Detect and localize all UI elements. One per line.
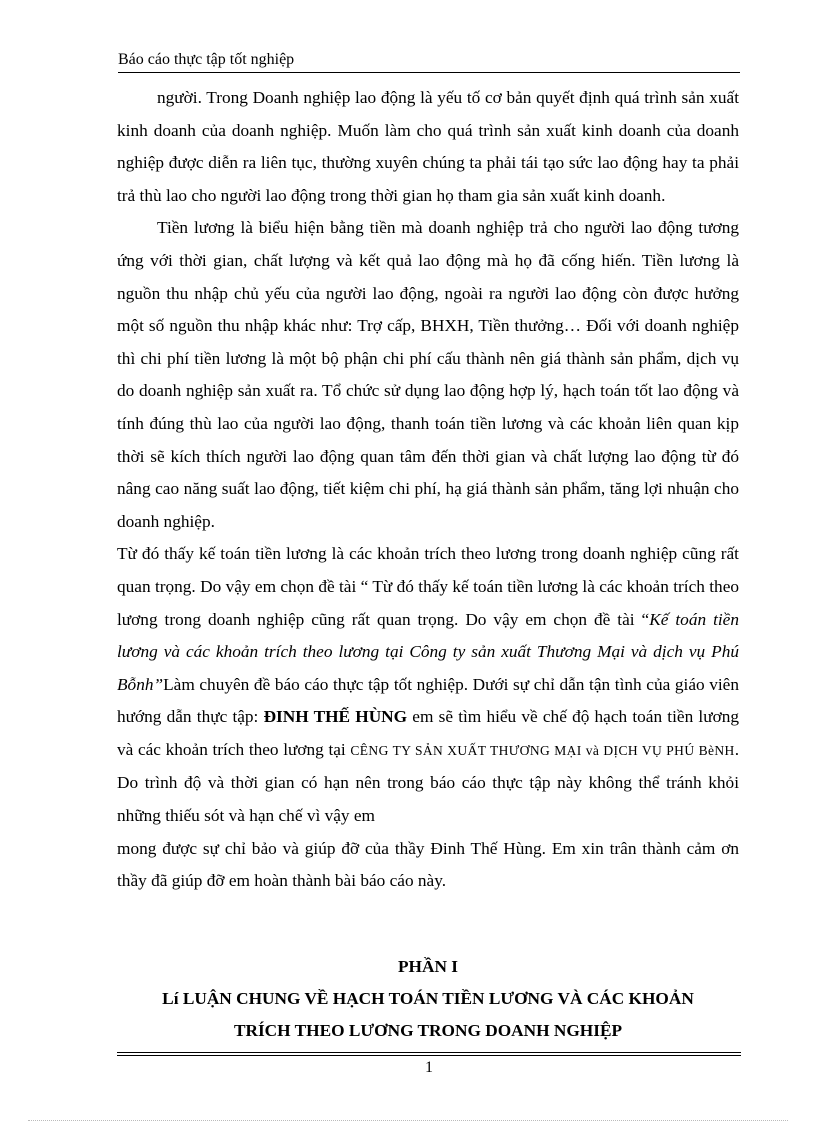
paragraph-topic-selection xyxy=(117,538,739,832)
page-bottom-divider xyxy=(28,1120,788,1121)
section-title-line-1: Lí LUẬN CHUNG VỀ HẠCH TOÁN TIỀN LƯƠNG VÀ CÁC KHOẢN xyxy=(162,989,694,1008)
topic-title: Kế toán tiền lương và các khoản trích theo lương tại Công ty sản xuất Thương Mại và dịch vụ Phú Bỗnh” xyxy=(117,609,739,694)
page-number: 1 xyxy=(425,1059,433,1076)
paragraph-intro: người. Trong Doanh nghiệp lao động là yếu tố cơ bản quyết định quá trình sản xuất kinh doanh của doanh nghiệp. Muốn làm cho quá trình sản xuất kinh doanh của doanh nghiệp được diễn ra liên tục, thường xuyên chúng ta phải tái tạo sức lao động hay ta phải trả thù lao cho người lao động trong thời gian họ tham gia sản xuất kinh doanh. xyxy=(117,88,739,205)
topic-text-d: . Do trình độ và thời gian có hạn nên trong báo cáo thực tập này không thể tránh khỏi những thiếu sót và hạn chế vì vậy em xyxy=(117,739,740,826)
supervisor-name: ĐINH THẾ HÙNG xyxy=(263,707,408,727)
running-header: Báo cáo thực tập tốt nghiệp xyxy=(118,50,740,73)
topic-text-b: Làm chuyên đề báo cáo thực tập tốt nghiệp. Dưới sự chỉ dẫn tận tình của giáo viên hướng dẫn thực tập: xyxy=(117,674,739,727)
topic-text-a: Từ đó thấy kế toán tiền lương là các khoản trích theo lương trong doanh nghiệp cũng rất quan trọng. Do vậy em chọn đề tài “ Từ đó thấy kế toán tiền lương là các khoản trích theo lương trong doanh nghiệp cũng rất quan trọng. Do vậy em chọn đề tài “ xyxy=(117,544,739,629)
paragraph-salary-definition: Tiền lương là biểu hiện bằng tiền mà doanh nghiệp trả cho người lao động tương ứng với thời gian, chất lượng và kết quả lao động mà họ đã cống hiến. Tiền lương là nguồn thu nhập chủ yếu của người lao động, ngoài ra người lao động còn được hưởng một số nguồn thu nhập khác như: Trợ cấp, BHXH, Tiền thưởng… Đối với doanh nghiệp thì chi phí tiền lương là một bộ phận chi phí cấu thành nên giá thành sản phẩm, dịch vụ do doanh nghiệp sản xuất ra. Tổ chức sử dụng lao động hợp lý, hạch toán tốt lao động và tính đúng thù lao của người lao động, thanh toán tiền lương và các khoản liên quan kịp thời sẽ kích thích người lao động quan tâm đến thời gian và chất lượng lao động từ đó nâng cao năng suất lao động, tiết kiệm chi phí, hạ giá thành sản phẩm, tăng lợi nhuận cho doanh nghiệp. xyxy=(117,218,739,531)
part-heading: PHẦN I xyxy=(397,957,458,976)
footer-rule-top xyxy=(117,1052,741,1053)
body-text xyxy=(117,82,739,898)
company-name: CÊNG TY SẢN XUẤT THƯƠNG MẠI và DỊCH VỤ PHÚ BèNH xyxy=(350,742,735,758)
paragraph-thanks: mong được sự chỉ bảo và giúp đỡ của thầy Đinh Thế Hùng. Em xin trân thành cảm ơn thầy đã giúp đỡ em hoàn thành bài báo cáo này. xyxy=(117,838,739,891)
section-title-line-2: TRÍCH THEO LƯƠNG TRONG DOANH NGHIỆP xyxy=(233,1021,623,1040)
footer-rule-bottom xyxy=(117,1055,741,1056)
topic-text-c: em sẽ tìm hiểu về chế độ hạch toán tiền lương và các khoản trích theo lương tại xyxy=(117,707,740,759)
